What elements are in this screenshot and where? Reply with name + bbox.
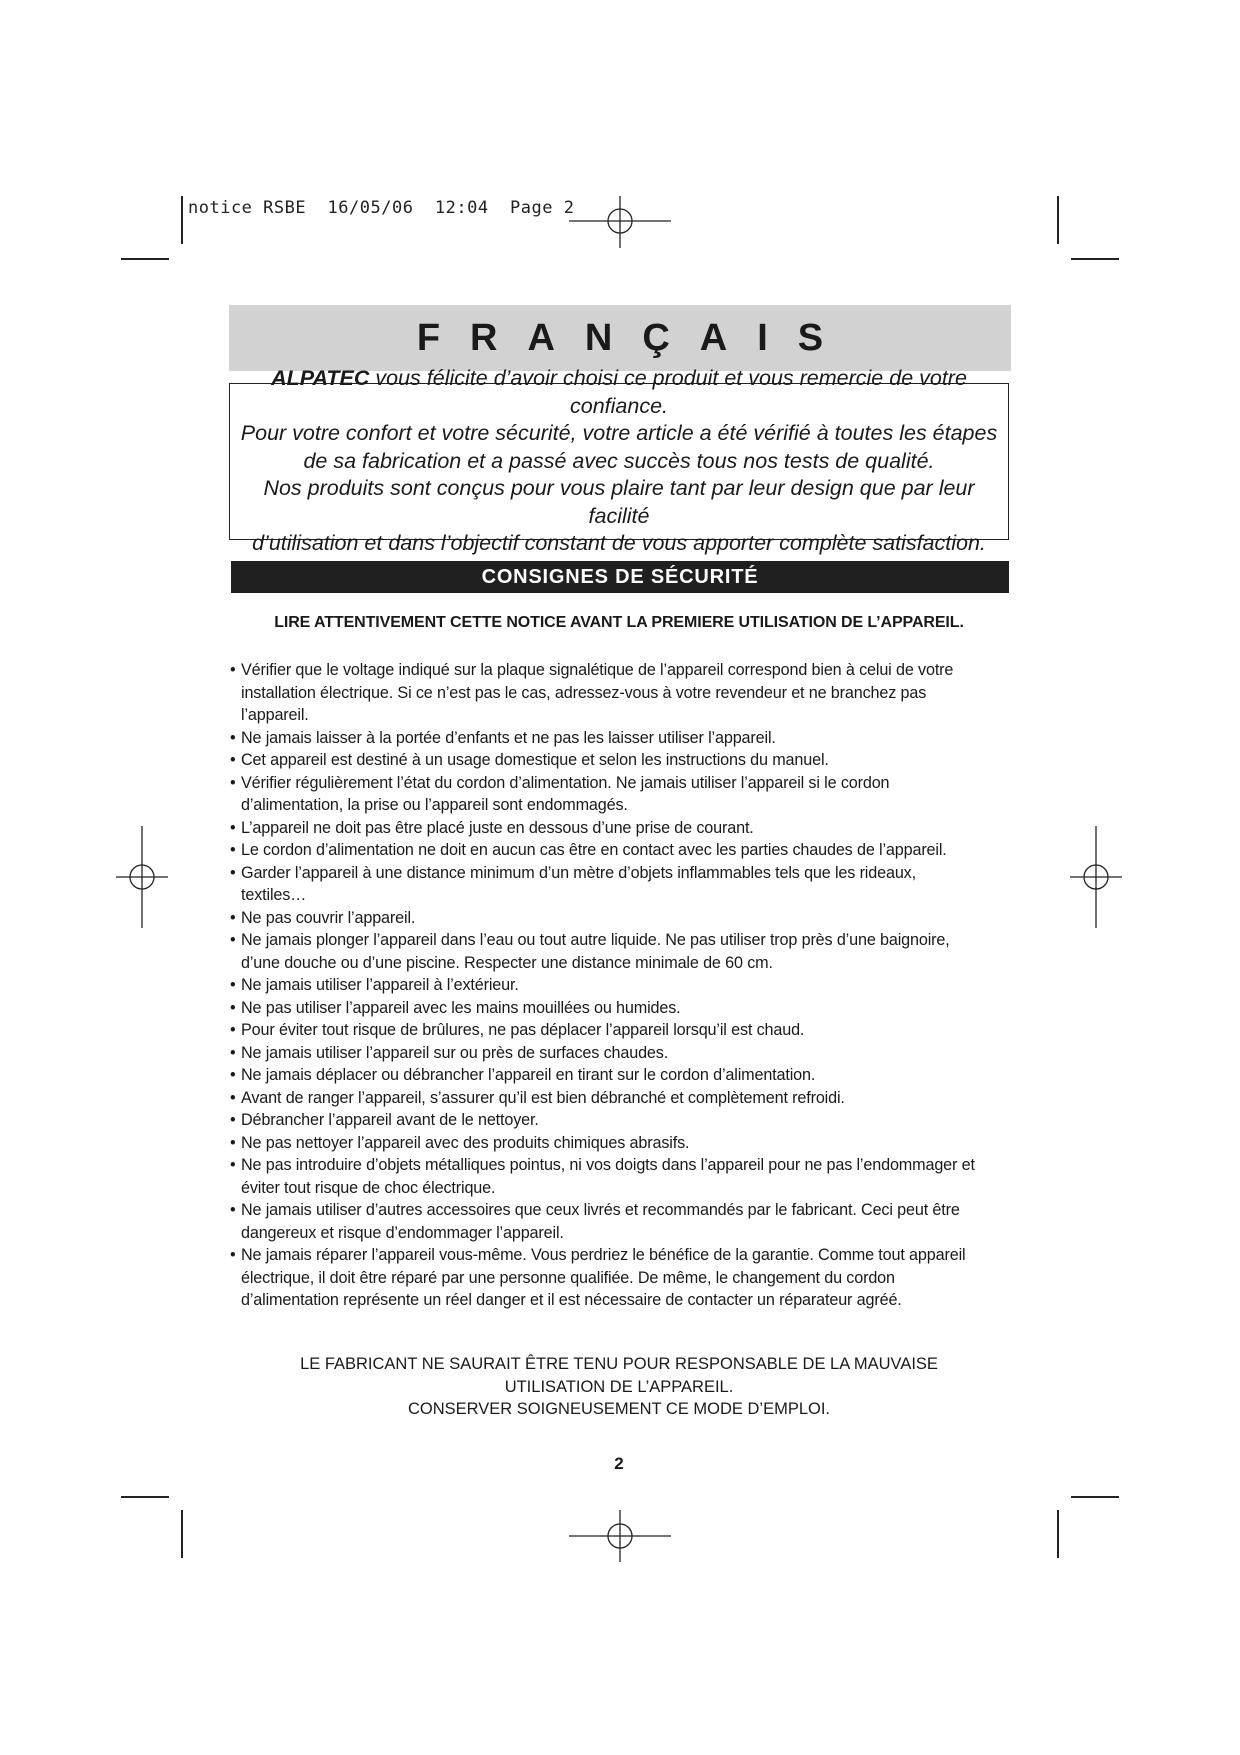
disclaimer-line: CONSERVER SOIGNEUSEMENT CE MODE D’EMPLOI. [407, 1400, 831, 1418]
disclaimer-line: UTILISATION DE L’APPAREIL. [504, 1377, 734, 1396]
safety-rule-line: d’alimentation représente un réel danger et il est nécessaire de contacter un réparateur agréé. [241, 1291, 902, 1309]
safety-rules-list [241, 659, 1011, 1312]
safety-rule [241, 862, 1011, 907]
registration-mark-right [1070, 826, 1122, 928]
registration-mark-bottom [569, 1510, 671, 1562]
crop-mark-bl-vertical [181, 1510, 183, 1558]
safety-rule [241, 929, 1011, 974]
safety-rule [241, 772, 1011, 817]
safety-rule [241, 817, 1011, 840]
safety-rule [241, 1132, 1011, 1155]
crop-mark-bl-horizontal [121, 1496, 169, 1498]
safety-rule-line: • Ne pas introduire d’objets métalliques pointus, ni vos doigts dans l’appareil pour ne pas l’endommager et [241, 1156, 975, 1174]
safety-rule-line: • Ne pas couvrir l’appareil. [241, 908, 416, 927]
safety-rule [241, 659, 1011, 727]
safety-rule-line: • Garder l’appareil à une distance minimum d’un mètre d’objets inflammables tels que les rideaux, [241, 863, 916, 882]
safety-rule-line: • Ne jamais utiliser d’autres accessoires que ceux livrés et recommandés par le fabricant. Ceci peut être [241, 1201, 960, 1219]
crop-mark-br-vertical [1057, 1510, 1059, 1558]
registration-mark-left [116, 826, 168, 928]
intro-text: vous félicite d’avoir choisi ce produit et vous remercie de votre confiance. [369, 366, 967, 418]
safety-rule [241, 839, 1011, 862]
intro-line: Nos produits sont conçus pour vous plaire tant par leur design que par leur facilité [263, 476, 975, 528]
safety-rule [241, 974, 1011, 997]
safety-rule [241, 749, 1011, 772]
safety-rule-line: • Débrancher l’appareil avant de le nettoyer. [241, 1111, 539, 1129]
safety-rule [241, 1244, 1011, 1312]
print-slug: notice RSBE 16/05/06 12:04 Page 2 [188, 198, 575, 218]
safety-rule-line: • Ne jamais déplacer ou débrancher l’appareil en tirant sur le cordon d’alimentation. [241, 1066, 816, 1084]
safety-rule-line: électrique, il doit être réparé par une personne qualifiée. De même, le changement du cordon [241, 1268, 895, 1287]
safety-rule-line: • Vérifier que le voltage indiqué sur la plaque signalétique de l’appareil correspond bien à celui de votre [241, 661, 954, 679]
safety-rule [241, 1199, 1011, 1244]
safety-rule-line: éviter tout risque de choc électrique. [241, 1178, 496, 1197]
safety-rule-line: l’appareil. [241, 706, 309, 724]
safety-rule-line: • Ne pas nettoyer l’appareil avec des produits chimiques abrasifs. [241, 1133, 690, 1152]
section-title-bar [231, 561, 1009, 593]
safety-rule [241, 727, 1011, 750]
safety-rule-line: • Ne jamais plonger l’appareil dans l’eau ou tout autre liquide. Ne pas utiliser trop près d’une baignoire, [241, 931, 950, 949]
safety-rule-line: • Ne jamais réparer l’appareil vous-même. Vous perdriez le bénéfice de la garantie. Comme tout appareil [241, 1246, 966, 1264]
safety-rule-line: dangereux et risque d’endommager l’appareil. [241, 1223, 564, 1242]
safety-rule-line: • Ne jamais utiliser l’appareil à l’extérieur. [241, 976, 519, 994]
brand-name: ALPATEC [271, 366, 370, 391]
safety-rule-line: d’une douche ou d’une piscine. Respecter une distance minimale de 60 cm. [241, 953, 773, 972]
safety-rule-line: installation électrique. Si ce n’est pas le cas, adressez-vous à votre revendeur et ne branchez pas [241, 683, 927, 702]
intro-line: d’utilisation et dans l’objectif constant de vous apporter complète satisfaction. [252, 531, 986, 556]
read-notice-warning: LIRE ATTENTIVEMENT CETTE NOTICE AVANT LA PREMIERE UTILISATION DE L’APPAREIL. [274, 614, 964, 631]
safety-rule-line: • Cet appareil est destiné à un usage domestique et selon les instructions du manuel. [241, 751, 829, 769]
safety-rule-line: • Ne jamais laisser à la portée d’enfants et ne pas les laisser utiliser l’appareil. [241, 728, 776, 747]
safety-rule [241, 1154, 1011, 1199]
crop-mark-tr-horizontal [1071, 258, 1119, 260]
manufacturer-disclaimer [229, 1353, 1009, 1421]
safety-rule [241, 1042, 1011, 1065]
safety-rule-line: d’alimentation, la prise ou l’appareil sont endommagés. [241, 796, 628, 814]
intro-line: Pour votre confort et votre sécurité, votre article a été vérifié à toutes les étapes [240, 421, 998, 446]
section-title: CONSIGNES DE SÉCURITÉ [481, 565, 759, 588]
disclaimer-line: LE FABRICANT NE SAURAIT ÊTRE TENU POUR RESPONSABLE DE LA MAUVAISE [300, 1355, 938, 1373]
safety-rule-line: • Pour éviter tout risque de brûlures, ne pas déplacer l’appareil lorsqu’il est chaud. [241, 1021, 805, 1039]
safety-rule [241, 1019, 1011, 1042]
safety-rule-line: • Le cordon d’alimentation ne doit en aucun cas être en contact avec les parties chaudes de l’appareil. [241, 841, 947, 859]
safety-rule-line: • Ne jamais utiliser l’appareil sur ou près de surfaces chaudes. [241, 1043, 669, 1062]
safety-rule-line: textiles… [241, 886, 307, 904]
intro-line [230, 365, 1008, 420]
intro-box [229, 366, 1009, 556]
safety-rule-line: • Avant de ranger l’appareil, s’assurer qu’il est bien débranché et complètement refroidi. [241, 1088, 845, 1107]
crop-mark-tr-vertical [1057, 196, 1059, 244]
registration-mark-top [569, 196, 671, 248]
safety-rule-line: • Ne pas utiliser l’appareil avec les mains mouillées ou humides. [241, 998, 681, 1017]
page-number: 2 [614, 1454, 624, 1473]
language-header [229, 305, 1011, 371]
safety-rule [241, 907, 1011, 930]
safety-rule [241, 1064, 1011, 1087]
safety-rule [241, 1087, 1011, 1110]
safety-rule [241, 1109, 1011, 1132]
intro-line: de sa fabrication et a passé avec succès tous nos tests de qualité. [303, 448, 935, 473]
crop-mark-tl-horizontal [121, 258, 169, 260]
safety-rule-line: • L’appareil ne doit pas être placé juste en dessous d’une prise de courant. [241, 818, 754, 837]
crop-mark-br-horizontal [1071, 1496, 1119, 1498]
safety-rule-line: • Vérifier régulièrement l’état du cordon d’alimentation. Ne jamais utiliser l’appareil si le cordon [241, 773, 890, 792]
safety-rule [241, 997, 1011, 1020]
language-title: FRANÇAIS [416, 316, 854, 359]
crop-mark-tl-vertical [181, 196, 183, 244]
